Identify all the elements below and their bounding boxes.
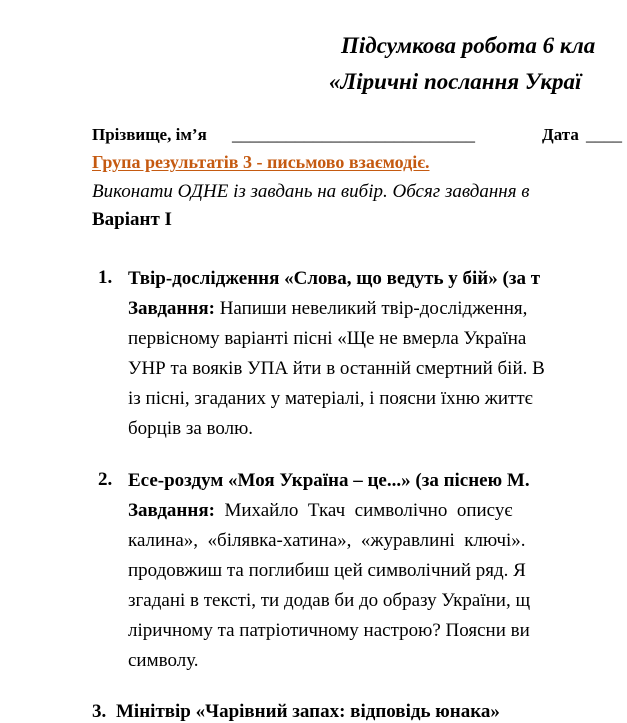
task-line [128, 294, 627, 324]
task-line: калина», «білявка-хатина», «журавлині ключі». [128, 530, 526, 551]
document-title-line-2: «Ліричні послання Украї [329, 69, 582, 94]
task-line: згадані в тексті, ти додав би до образу України, щ [128, 590, 531, 611]
task-1 [128, 264, 627, 444]
task-title: Мінітвір «Чарівний запах: відповідь юнака» [116, 701, 500, 722]
date-label: Дата [542, 125, 579, 144]
task-text: Михайло Ткач символічно описує [214, 500, 513, 521]
surname-blank: ___________________________ [232, 124, 475, 144]
task-number: 1. [98, 267, 113, 288]
task-line: ліричному та патріотичному настрою? Поясни ви [128, 620, 530, 641]
task-line [128, 496, 627, 526]
surname-label: Прізвище, ім’я [92, 125, 207, 144]
task-label: Завдання: [128, 500, 215, 521]
task-label: Завдання: [128, 298, 215, 319]
task-line: із пісні, згаданих у матеріалі, і поясни їхню життє [128, 388, 533, 409]
task-number: 3. [92, 701, 107, 722]
task-line: первісному варіанті пісні «Ще не вмерла Україна [128, 328, 527, 349]
task-text: Напиши невеликий твір-дослідження, [214, 298, 528, 319]
instruction-text: Виконати ОДНЕ із завдань на вибір. Обсяг завдання в [92, 181, 530, 202]
document-title-line-1: Підсумкова робота 6 кла [341, 33, 596, 58]
task-line: борців за волю. [128, 418, 254, 439]
task-line: продовжиш та поглибиш цей символічний ряд. Я [128, 560, 526, 581]
task-number: 2. [98, 469, 113, 490]
task-line: символу. [128, 650, 199, 671]
date-blank: ____ [586, 124, 622, 144]
task-line: УНР та вояків УПА йти в останній смертний бій. В [128, 358, 545, 379]
variant-heading: Варіант І [92, 209, 172, 230]
task-title: Есе-роздум «Моя Україна – це...» (за піснею М. [128, 470, 530, 491]
task-title: Твір-дослідження «Слова, що ведуть у бій» (за т [128, 268, 541, 289]
group-heading: Група результатів 3 - письмово взаємодіє. [92, 152, 430, 172]
task-2 [128, 466, 627, 676]
